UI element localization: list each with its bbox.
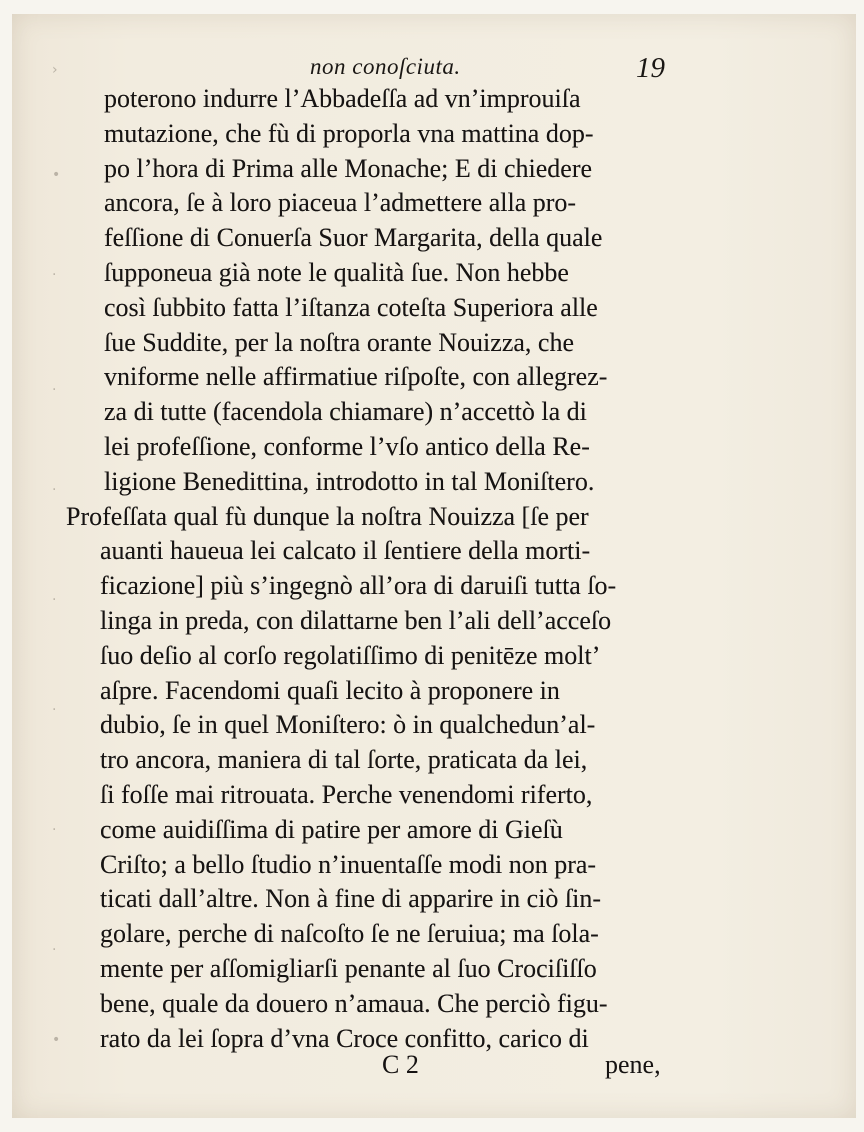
- text-line-22: come auidiſſima di patire per amore di Gieſù: [100, 814, 563, 844]
- text-line-16: linga in preda, con dilattarne ben l’ali dell’acceſo: [100, 605, 612, 635]
- text-line-12: ligione Benedittina, introdotto in tal Moniſtero.: [104, 466, 595, 496]
- text-line-27: bene, quale da douero n’amaua. Che perciò figu-: [100, 988, 608, 1018]
- signature-mark: C 2: [382, 1050, 419, 1079]
- text-line-09: vniforme nelle affirmatiue riſpoſte, con allegrez-: [104, 362, 608, 392]
- text-line-06: ſupponeua già note le qualità ſue. Non hebbe: [104, 257, 569, 287]
- text-line-04: ancora, ſe à loro piaceua l’admettere alla pro-: [104, 188, 577, 218]
- page-footer: [0, 1050, 864, 1086]
- text-line-24: ticati dall’altre. Non à fine di apparire in ciò ſin-: [100, 884, 602, 914]
- page-number: 19: [636, 52, 665, 84]
- text-line-17: ſuo deſio al corſo regolatiſſimo di penitēze molt’: [100, 640, 601, 670]
- text-line-05: feſſione di Conuerſa Suor Margarita, della quale: [104, 223, 603, 253]
- text-line-21: ſi foſſe mai ritrouata. Perche venendomi riferto,: [100, 779, 593, 809]
- text-line-23: Criſto; a bello ſtudio n’inuentaſſe modi non pra-: [100, 849, 597, 879]
- text-line-15: ficazione] più s’ingegnò all’ora di daruiſi tutta ſo-: [100, 571, 617, 601]
- body-text: [66, 82, 756, 1056]
- text-line-08: ſue Suddite, per la noſtra orante Nouizza, che: [104, 327, 574, 357]
- text-line-26: mente per aſſomigliarſi penante al ſuo Crociſiſſo: [100, 953, 597, 983]
- text-line-28: rato da lei ſopra d’vna Croce confitto, carico di: [100, 1023, 589, 1053]
- catchword: pene,: [605, 1050, 661, 1079]
- text-line-07: così ſubbito fatta l’iſtanza coteſta Superiora alle: [104, 292, 598, 322]
- text-line-18: aſpre. Facendomi quaſi lecito à proponere in: [100, 675, 560, 705]
- text-line-14: auanti haueua lei calcato il ſentiere della morti-: [100, 536, 591, 566]
- text-line-20: tro ancora, maniera di tal ſorte, praticata da lei,: [100, 745, 588, 775]
- text-line-19: dubio, ſe in quel Moniſtero: ò in qualchedun’al-: [100, 710, 596, 740]
- text-line-11: lei profeſſione, conforme l’vſo antico della Re-: [104, 431, 590, 461]
- text-line-01: poterono indurre l’Abbadeſſa ad vn’improuiſa: [104, 84, 581, 113]
- text-line-03: po l’hora di Prima alle Monache; E di chiedere: [104, 153, 593, 183]
- running-title: non conoſciuta.: [310, 54, 461, 79]
- text-line-10: za di tutte (facendola chiamare) n’accettò la di: [104, 397, 587, 427]
- text-line-25: golare, perche di naſcoſto ſe ne ſeruiua; ma ſola-: [100, 919, 599, 949]
- gutter-bleed-marks: › • · · · · · · · •: [52, 62, 61, 1048]
- text-line-02: mutazione, che fù di proporla vna mattina dop-: [104, 118, 594, 148]
- text-line-13: Profeſſata qual fù dunque la noſtra Nouizza [ſe per: [66, 501, 589, 531]
